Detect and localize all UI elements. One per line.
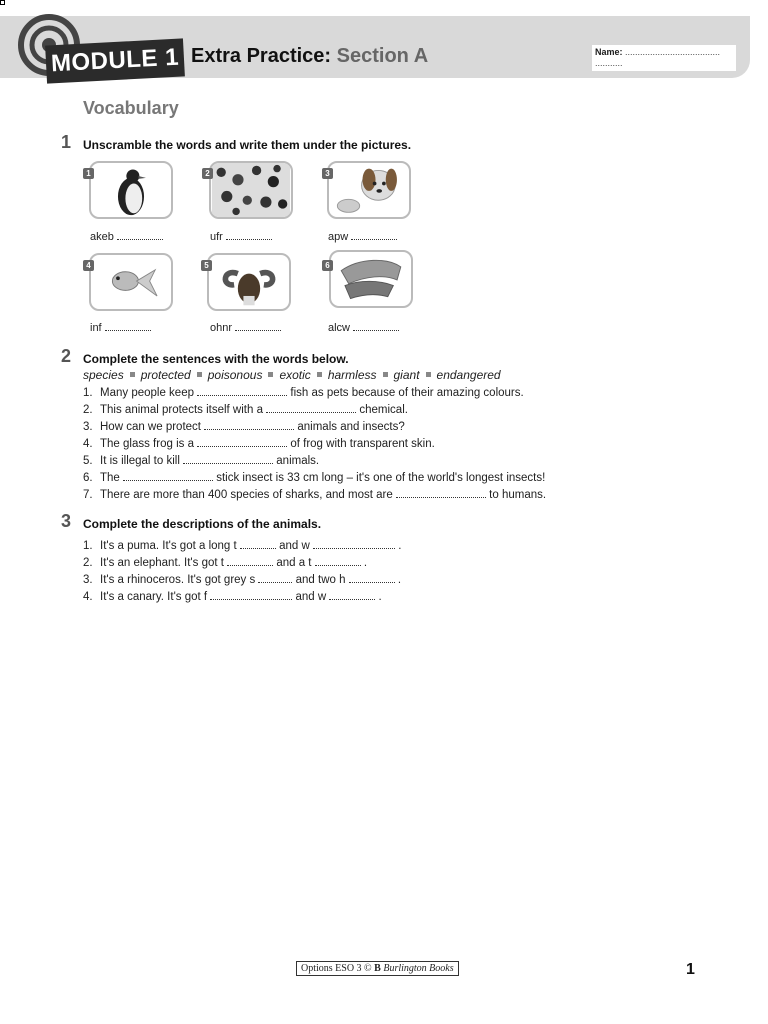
- sentence-item: 6. The stick insect is 33 cm long – it's one of the world's longest insects!: [83, 472, 546, 484]
- sentence-item: 1. It's a puma. It's got a long t and w .: [83, 540, 402, 552]
- exercise-2-instruction: Complete the sentences with the words below.: [83, 352, 349, 366]
- claw-icon: [331, 252, 411, 306]
- module-badge: MODULE 1: [45, 38, 185, 83]
- ram-icon: [209, 255, 289, 309]
- dog-paw-icon: [329, 163, 409, 217]
- word-item: ohnr: [210, 321, 281, 334]
- sentence-item: 4. The glass frog is a of frog with transparent skin.: [83, 438, 435, 450]
- picture-goldfish: [89, 253, 173, 311]
- exercise-2-number: 2: [61, 346, 72, 366]
- sentence-item: 3. It's a rhinoceros. It's got grey s and two h .: [83, 574, 402, 586]
- title-main: Extra Practice:: [191, 45, 332, 67]
- picture-ram: [207, 253, 291, 311]
- sentence-item: 3. How can we protect animals and insects?: [83, 421, 405, 433]
- word-bank: species protected poisonous exotic harmless giant endangered: [83, 368, 501, 382]
- exercise-3-instruction: Complete the descriptions of the animals.: [83, 517, 322, 531]
- sentence-item: 2. This animal protects itself with a chemical.: [83, 404, 408, 416]
- exercise-1-instruction: Unscramble the words and write them under the pictures.: [83, 138, 412, 152]
- picture-number: 4: [83, 260, 94, 271]
- sentence-item: 1. Many people keep fish as pets because of their amazing colours.: [83, 387, 524, 399]
- sentence-item: 5. It is illegal to kill animals.: [83, 455, 320, 467]
- word-item: apw: [328, 230, 397, 243]
- name-label: Name:: [595, 47, 623, 57]
- word-item: inf: [90, 321, 151, 334]
- corner-mark: [0, 0, 5, 5]
- fur-icon: [211, 163, 291, 217]
- page-number: 1: [686, 961, 695, 978]
- title-sub: Section A: [336, 45, 429, 67]
- picture-number: 6: [322, 260, 333, 271]
- picture-dog-paw: [327, 161, 411, 219]
- exercise-3-number: 3: [61, 511, 72, 531]
- section-title: Vocabulary: [83, 98, 179, 118]
- name-field[interactable]: [592, 45, 736, 71]
- picture-number: 3: [322, 168, 333, 179]
- picture-fur: [209, 161, 293, 219]
- penguin-icon: [91, 163, 171, 217]
- sentence-item: 4. It's a canary. It's got f and w .: [83, 591, 382, 603]
- exercise-1-number: 1: [61, 132, 72, 152]
- sentence-item: 7. There are more than 400 species of sharks, and most are to humans.: [83, 489, 547, 501]
- sentence-item: 2. It's an elephant. It's got t and a t .: [83, 557, 368, 569]
- picture-penguin: [89, 161, 173, 219]
- picture-number: 5: [201, 260, 212, 271]
- word-item: akeb: [90, 230, 163, 243]
- name-dots: ......................................: [625, 47, 721, 57]
- burlington-logo-icon: B: [374, 963, 381, 974]
- picture-number: 1: [83, 168, 94, 179]
- word-item: ufr: [210, 230, 272, 243]
- word-item: alcw: [328, 321, 399, 334]
- goldfish-icon: [91, 255, 171, 309]
- footer-copyright: Options ESO 3 © B Burlington Books: [296, 961, 459, 976]
- picture-claw: [329, 250, 413, 308]
- picture-number: 2: [202, 168, 213, 179]
- name-dots-2: ...........: [595, 58, 623, 68]
- page-title: [191, 45, 428, 68]
